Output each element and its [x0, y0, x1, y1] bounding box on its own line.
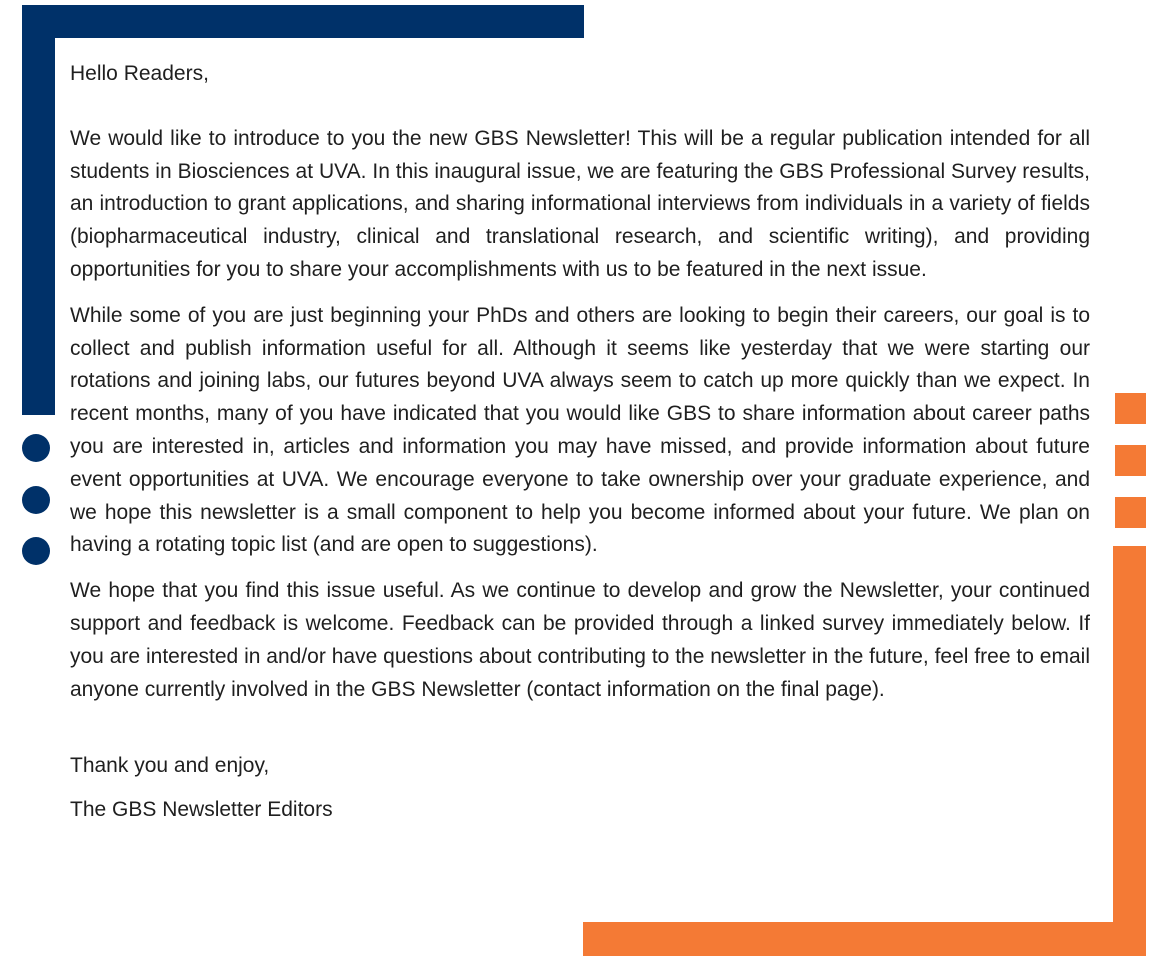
- orange-square-decoration: [1115, 445, 1146, 476]
- signature: The GBS Newsletter Editors: [70, 798, 333, 822]
- navy-dot-decoration: [22, 434, 50, 462]
- closing-line: Thank you and enjoy,: [70, 754, 270, 778]
- navy-dot-decoration: [22, 537, 50, 565]
- orange-bottom-bar: [583, 922, 1146, 956]
- navy-top-bar: [22, 5, 584, 38]
- greeting: Hello Readers,: [70, 62, 209, 85]
- orange-square-decoration: [1115, 497, 1146, 528]
- orange-square-decoration: [1115, 393, 1146, 424]
- letter-paragraph: While some of you are just beginning your PhDs and others are looking to begin their careers, our goal is to collect and publish information useful for all. Although it seems like yesterday that we were starting our rotations and joining labs, our futures beyond UVA always seem to catch up more quickly than we expect. In recent months, many of you have indicated that you would like GBS to share information about career paths you are interested in, articles and information you may have missed, and provide information about future event opportunities at UVA. We encourage everyone to take ownership over your graduate experience, and we hope this newsletter is a small component to help you become informed about your future. We plan on having a rotating topic list (and are open to suggestions).: [70, 303, 1090, 557]
- navy-dot-decoration: [22, 486, 50, 514]
- editors-letter: [70, 58, 1090, 827]
- letter-paragraph: We hope that you find this issue useful. As we continue to develop and grow the Newsletter, your continued support and feedback is welcome. Feedback can be provided through a linked survey immediately below. If you are interested in and/or have questions about contributing to the newsletter in the future, feel free to email anyone currently involved in the GBS Newsletter (contact information on the final page).: [70, 579, 1090, 701]
- navy-left-bar: [22, 5, 55, 415]
- orange-right-bar: [1113, 546, 1146, 956]
- letter-paragraph: We would like to introduce to you the new GBS Newsletter! This will be a regular publication intended for all students in Biosciences at UVA. In this inaugural issue, we are featuring the GBS Professional Survey results, an introduction to grant applications, and sharing informational interviews from individuals in a variety of fields (biopharmaceutical industry, clinical and translational research, and scientific writing), and providing opportunities for you to share your accomplishments with us to be featured in the next issue.: [70, 126, 1090, 281]
